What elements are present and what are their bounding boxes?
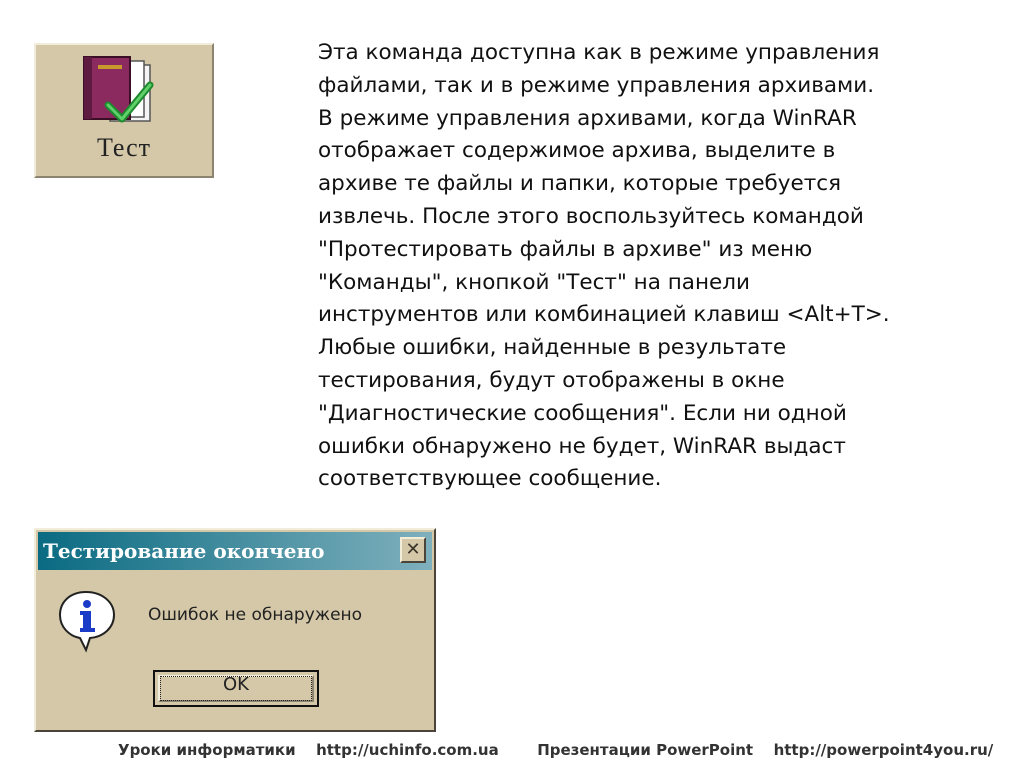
text-line: тестирования, будут отображены в окне [318,367,785,393]
footer [118,741,993,759]
footer-label-1: Уроки информатики [118,741,296,759]
text-line: "Протестировать файлы в архиве" из меню [318,236,813,262]
info-icon [56,586,126,656]
dialog-message: Ошибок не обнаружено [148,605,363,625]
text-line: инструментов или комбинацией клавиш <Alt+T>. [318,302,890,328]
close-button[interactable] [400,537,426,563]
test-button-label: Тест [97,133,151,162]
test-complete-dialog [34,528,436,732]
text-line: "Диагностические сообщения". Если ни одной [318,400,847,426]
text-line: В режиме управления архивами, когда WinRAR [318,105,857,131]
footer-link-1[interactable]: http://uchinfo.com.ua [316,741,499,759]
close-icon: ✕ [405,539,421,560]
text-line: Эта команда доступна как в режиме управления [318,40,880,65]
footer-link-2[interactable]: http://powerpoint4you.ru/ [773,741,994,759]
text-line: извлечь. После этого воспользуйтесь командой [318,203,864,229]
text-line: отображает содержимое архива, выделите в [318,138,836,164]
test-toolbar-button[interactable] [34,43,214,178]
ok-button-label: OK [223,674,249,695]
text-line: соответствующее сообщение. [318,466,662,492]
dialog-title: Тестирование окончено [43,539,325,563]
text-line: архиве те файлы и папки, которые требуется [318,171,842,197]
text-line: "Команды", кнопкой "Тест" на панели [318,269,750,295]
text-line: ошибки обнаружено не будет, WinRAR выдаст [318,433,846,459]
text-line: Любые ошибки, найденные в результате [318,335,787,361]
book-check-icon [80,55,170,133]
text-line: файлами, так и в режиме управления архивами. [318,72,875,98]
description-text [318,37,998,496]
footer-label-2: Презентации PowerPoint [537,741,754,759]
dialog-titlebar[interactable] [38,532,432,570]
ok-button[interactable] [153,670,319,707]
